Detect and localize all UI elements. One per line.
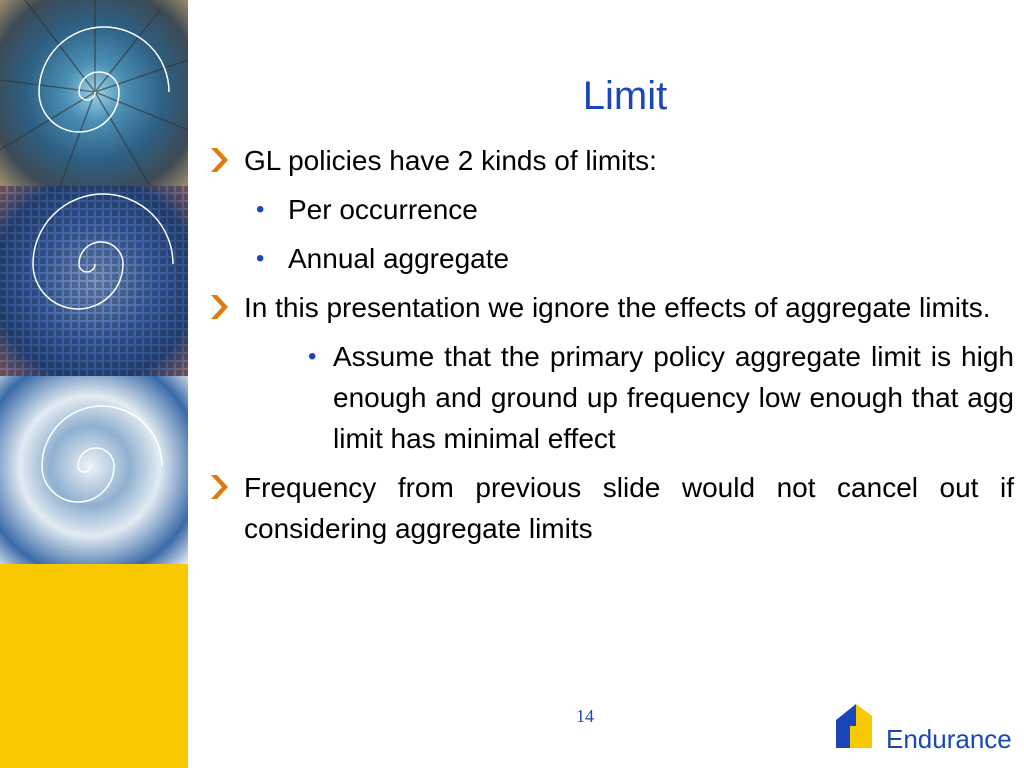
bullet-text: Assume that the primary policy aggregate limit is high enough and ground up frequency low enough that agg limit has minimal effect: [333, 341, 1014, 454]
logo-mark-icon: [832, 702, 880, 750]
slide-content: [208, 140, 1014, 557]
bullet-text: GL policies have 2 kinds of limits:: [244, 145, 657, 176]
logo-text: Endurance: [886, 724, 1012, 754]
yellow-panel: [0, 564, 188, 768]
bullet-item: [208, 140, 1014, 181]
arrow-right-icon: [208, 146, 232, 174]
bullet-text: Annual aggregate: [288, 243, 510, 274]
slide-title: Limit: [582, 74, 668, 118]
spiral-overlay-icon: [0, 186, 188, 376]
bullet-text: Per occurrence: [288, 194, 478, 225]
bullet-item: [208, 467, 1014, 549]
arrow-right-icon: [208, 473, 232, 501]
bullet-item: [208, 287, 1014, 328]
hurricane-image: [0, 376, 188, 564]
endurance-logo: [832, 702, 1012, 752]
spiral-overlay-icon: [0, 376, 188, 564]
bullet-text: Frequency from previous slide would not cancel out if considering aggregate limits: [244, 472, 1014, 544]
sub-sub-bullet-item: [208, 336, 1014, 459]
chip-wafer-image: [0, 186, 188, 376]
spiral-overlay-icon: [0, 0, 188, 186]
dot-icon: •: [256, 196, 265, 223]
bullet-text: In this presentation we ignore the effects of aggregate limits.: [244, 292, 991, 323]
sub-bullet-item: [208, 238, 1014, 279]
sub-bullet-item: [208, 189, 1014, 230]
dot-icon: •: [256, 245, 265, 272]
decorative-image-strip: [0, 0, 188, 768]
arrow-right-icon: [208, 293, 232, 321]
jet-engine-image: [0, 0, 188, 186]
page-number: 14: [576, 706, 594, 726]
dot-icon: •: [308, 343, 317, 370]
